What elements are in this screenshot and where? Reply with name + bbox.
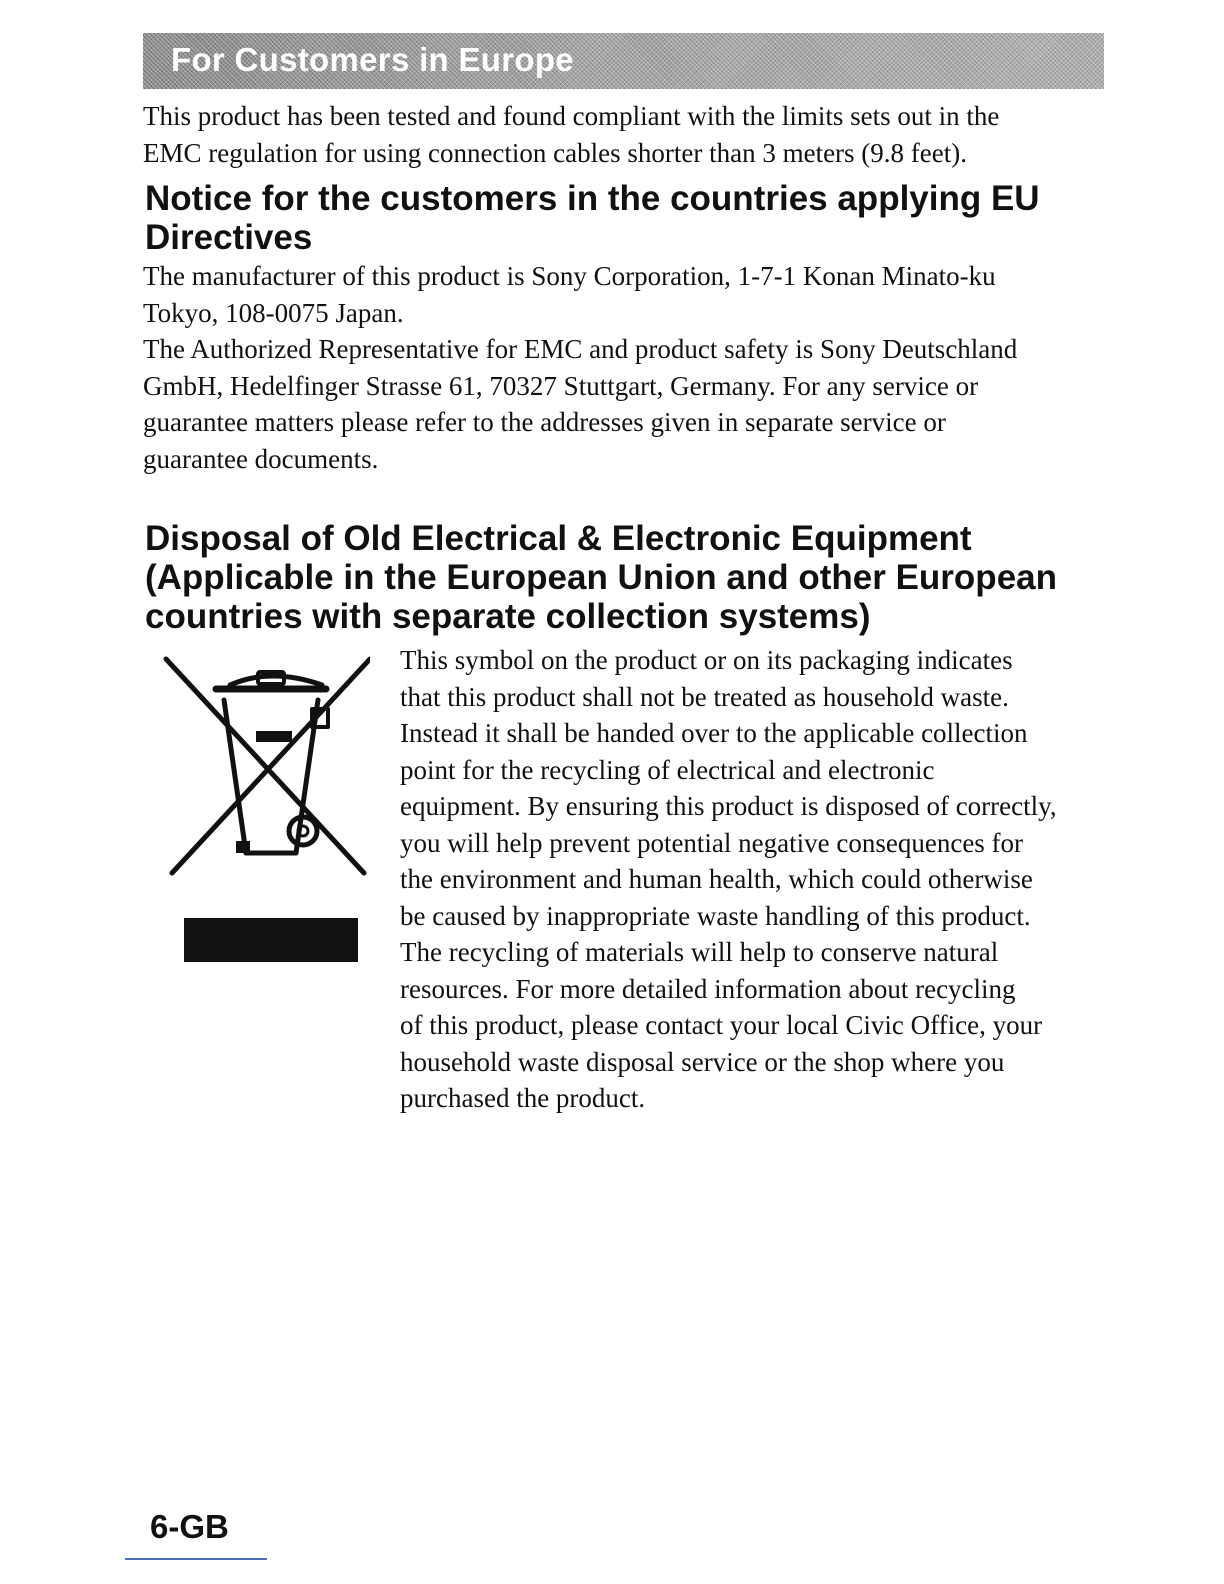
intro-paragraph [143,98,999,171]
notice-line: GmbH, Hedelfinger Strasse 61, 70327 Stuttgart, Germany. For any service or [143,370,979,401]
crossed-out-wheelie-bin-icon [160,655,370,885]
notice-paragraph [143,258,1017,477]
disposal-heading-line: countries with separate collection systems) [145,597,871,636]
intro-line: EMC regulation for using connection cables shorter than 3 meters (9.8 feet). [143,137,968,168]
section-banner [143,33,1104,89]
disposal-line: This symbol on the product or on its packaging indicates [400,645,1013,675]
disposal-line: you will help prevent potential negative consequences for [400,827,1024,858]
disposal-line: The recycling of materials will help to conserve natural [400,937,999,967]
disposal-line: the environment and human health, which could otherwise [400,864,1033,894]
disposal-heading-line: Disposal of Old Electrical & Electronic Equipment [145,519,972,558]
notice-heading [145,179,1040,257]
page-number: 6-GB [150,1508,229,1545]
page-footer-rule [125,1558,267,1560]
disposal-paragraph [400,642,1057,1117]
notice-line: The manufacturer of this product is Sony Corporation, 1-7-1 Konan Minato-ku [143,261,996,291]
disposal-line: point for the recycling of electrical and electronic [400,754,935,785]
disposal-heading [145,519,1057,636]
intro-line: This product has been tested and found compliant with the limits sets out in the [143,101,1000,131]
notice-line: Tokyo, 108-0075 Japan. [143,297,404,328]
notice-line: guarantee documents. [143,443,379,474]
disposal-line: purchased the product. [400,1083,646,1113]
disposal-line: of this product, please contact your local Civic Office, your [400,1010,1043,1040]
notice-heading-line: Directives [145,218,313,257]
notice-line: guarantee matters please refer to the addresses given in separate service or [143,407,946,437]
disposal-line: household waste disposal service or the shop where you [400,1046,1005,1077]
section-banner-title: For Customers in Europe [171,41,574,78]
weee-date-bar [184,918,358,962]
disposal-line: resources. For more detailed information about recycling [400,973,1016,1004]
disposal-heading-line: (Applicable in the European Union and other European [145,558,1057,597]
disposal-line: be caused by inappropriate waste handling of this product. [400,900,1031,931]
disposal-line: Instead it shall be handed over to the applicable collection [400,718,1028,748]
disposal-line: that this product shall not be treated as household waste. [400,681,1009,712]
disposal-line: equipment. By ensuring this product is disposed of correctly, [400,791,1057,821]
notice-line: The Authorized Representative for EMC and product safety is Sony Deutschland [143,334,1018,364]
notice-heading-line: Notice for the customers in the countries applying EU [145,179,1040,218]
